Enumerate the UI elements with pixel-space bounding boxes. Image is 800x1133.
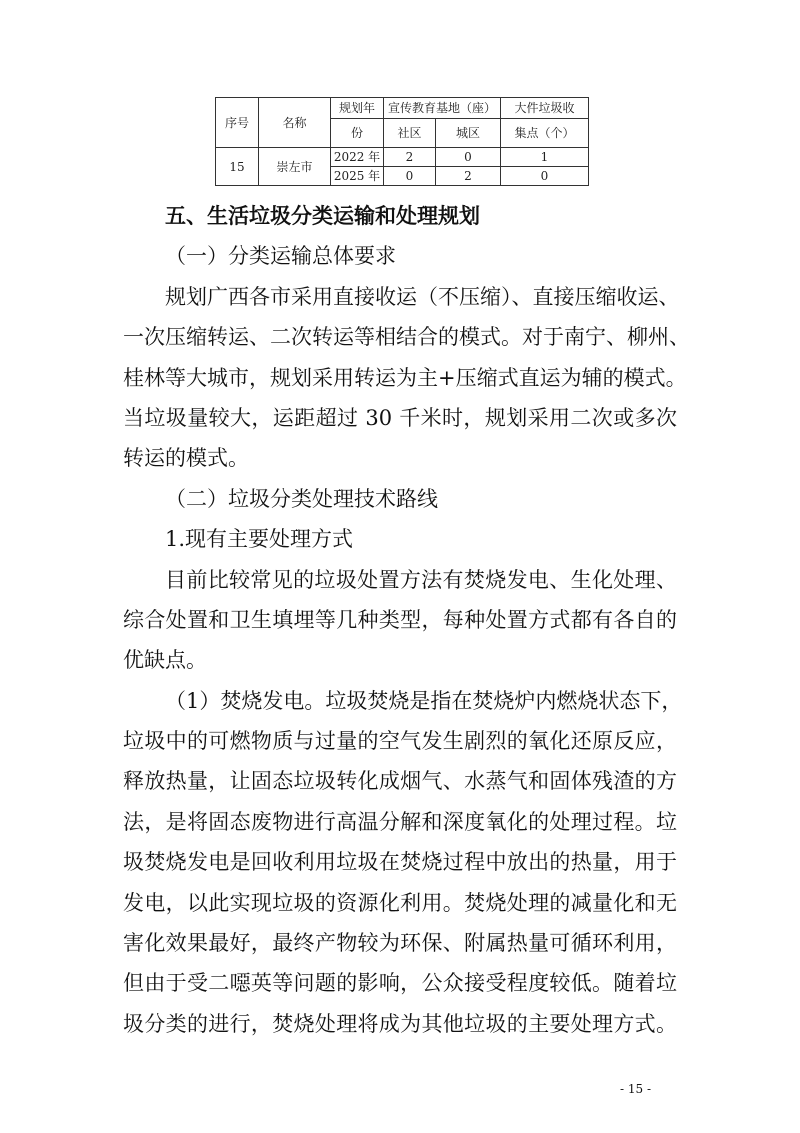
text-line: （二）垃圾分类处理技术路线 [165, 486, 438, 511]
text-line: 转运的模式。 [123, 446, 249, 471]
text-line: 综合处置和卫生填埋等几种类型，每种处置方式都有各自的 [123, 607, 677, 632]
header-name: 名称 [259, 98, 331, 148]
header-urban: 城区 [436, 119, 501, 148]
text-line: 圾分类的进行，焚烧处理将成为其他垃圾的主要处理方式。 [123, 1011, 677, 1036]
header-year: 规划年 [331, 98, 384, 119]
table-row [216, 148, 589, 167]
header-bulky-2: 集点（个） [501, 119, 589, 148]
cell-bulky: 1 [501, 148, 589, 167]
cell-urban: 2 [436, 167, 501, 186]
text-line: 圾焚烧发电是回收利用垃圾在焚烧过程中放出的热量，用于 [123, 850, 677, 875]
facility-table [215, 97, 589, 186]
text-line: （1）焚烧发电。垃圾焚烧是指在焚烧炉内燃烧状态下， [165, 688, 683, 713]
text-line: 害化效果最好，最终产物较为环保、附属热量可循环利用， [123, 931, 677, 956]
text-line: 法，是将固态废物进行高温分解和深度氧化的处理过程。垃 [123, 809, 677, 834]
text-line: 桂林等大城市，规划采用转运为主+压缩式直运为辅的模式。 [123, 365, 687, 390]
cell-urban: 0 [436, 148, 501, 167]
text-line: 当垃圾量较大，运距超过 30 千米时，规划采用二次或多次 [123, 405, 677, 430]
cell-year: 2022 年 [331, 148, 384, 167]
cell-name: 崇左市 [259, 148, 331, 186]
text-line: 目前比较常见的垃圾处置方法有焚烧发电、生化处理、 [165, 567, 677, 592]
cell-bulky: 0 [501, 167, 589, 186]
page-number: - 15 - [620, 1082, 652, 1096]
cell-seq: 15 [216, 148, 259, 186]
header-year-2: 份 [331, 119, 384, 148]
header-edu: 宣传教育基地（座） [384, 98, 501, 119]
text-line: 一次压缩转运、二次转运等相结合的模式。对于南宁、柳州、 [123, 325, 690, 350]
section-heading: 五、生活垃圾分类运输和处理规划 [165, 203, 480, 228]
text-line: （一）分类运输总体要求 [165, 244, 396, 269]
header-community: 社区 [384, 119, 436, 148]
text-line: 垃圾中的可燃物质与过量的空气发生剧烈的氧化还原反应， [123, 729, 677, 754]
text-line: 释放热量，让固态垃圾转化成烟气、水蒸气和固体残渣的方 [123, 769, 677, 794]
text-line: 但由于受二噁英等问题的影响，公众接受程度较低。随着垃 [123, 971, 677, 996]
cell-year: 2025 年 [331, 167, 384, 186]
text-line: 1.现有主要处理方式 [165, 527, 354, 552]
text-line: 发电，以此实现垃圾的资源化利用。焚烧处理的减量化和无 [123, 890, 677, 915]
header-seq: 序号 [216, 98, 259, 148]
text-line: 规划广西各市采用直接收运（不压缩）、直接压缩收运、 [165, 284, 680, 309]
cell-community: 0 [384, 167, 436, 186]
cell-community: 2 [384, 148, 436, 167]
text-line: 优缺点。 [123, 648, 207, 673]
body-text [123, 196, 690, 1044]
header-bulky: 大件垃圾收 [501, 98, 589, 119]
